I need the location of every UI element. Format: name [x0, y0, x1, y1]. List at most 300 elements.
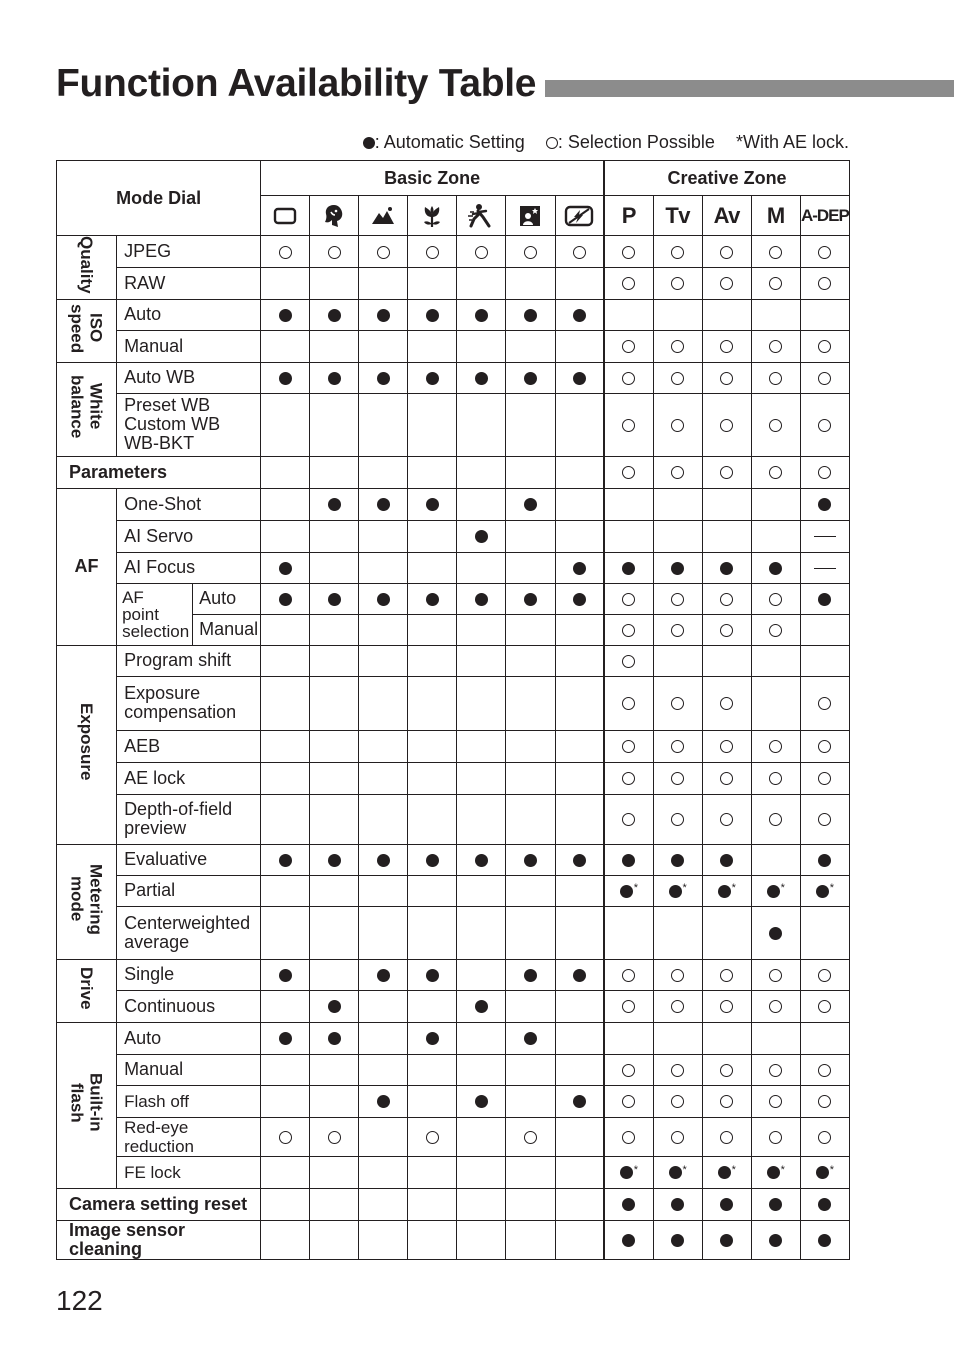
table-cell — [359, 583, 408, 614]
table-cell — [506, 267, 555, 299]
table-cell — [261, 844, 310, 875]
table-cell — [555, 959, 604, 990]
table-cell — [751, 1085, 800, 1117]
table-cell — [506, 362, 555, 393]
table-cell — [702, 844, 751, 875]
table-cell — [653, 393, 702, 456]
table-cell — [604, 520, 653, 552]
empty-circle-icon — [818, 1064, 831, 1077]
row-label: One-Shot — [117, 488, 261, 520]
table-row — [57, 1022, 850, 1054]
table-cell — [604, 1117, 653, 1156]
table-cell — [457, 1220, 506, 1259]
empty-circle-icon — [622, 624, 635, 637]
table-cell — [408, 267, 457, 299]
table-cell — [408, 762, 457, 794]
group-label — [57, 299, 117, 362]
empty-circle-icon — [279, 1131, 292, 1144]
row-label: Exposure compensation — [117, 676, 261, 730]
table-cell — [310, 267, 359, 299]
filled-circle-icon — [377, 372, 390, 385]
table-row — [57, 267, 850, 299]
table-cell — [408, 393, 457, 456]
ae-lock-asterisk: * — [731, 882, 736, 895]
table-cell — [408, 959, 457, 990]
table-cell — [457, 959, 506, 990]
table-cell — [408, 1054, 457, 1085]
table-cell — [261, 583, 310, 614]
table-row — [57, 552, 850, 583]
table-cell — [751, 906, 800, 959]
table-cell — [261, 906, 310, 959]
mode-av-label: Av — [713, 202, 740, 228]
row-label: Centerweighted average — [117, 906, 261, 959]
empty-circle-icon — [377, 246, 390, 259]
table-cell — [457, 794, 506, 844]
table-cell — [506, 393, 555, 456]
table-cell — [555, 488, 604, 520]
filled-circle-icon — [622, 562, 635, 575]
table-cell — [261, 794, 310, 844]
table-cell — [457, 1022, 506, 1054]
table-cell — [261, 1022, 310, 1054]
table-cell — [457, 583, 506, 614]
filled-circle-icon — [524, 309, 537, 322]
table-cell — [653, 844, 702, 875]
table-cell — [653, 794, 702, 844]
row-label: Evaluative — [117, 844, 261, 875]
row-label: Parameters — [57, 456, 261, 488]
filled-circle-icon — [769, 1198, 782, 1211]
empty-circle-icon — [818, 1000, 831, 1013]
table-cell — [751, 1220, 800, 1259]
table-cell — [506, 730, 555, 762]
table-row — [57, 1085, 850, 1117]
table-cell — [653, 1220, 702, 1259]
filled-circle-icon — [524, 498, 537, 511]
table-cell — [702, 488, 751, 520]
table-cell — [800, 730, 849, 762]
filled-circle-icon — [426, 1032, 439, 1045]
table-cell — [702, 990, 751, 1022]
table-cell — [359, 906, 408, 959]
table-cell — [310, 330, 359, 362]
mode-a-dep — [800, 196, 849, 236]
table-cell — [800, 552, 849, 583]
table-cell — [555, 1156, 604, 1188]
table-cell — [555, 1022, 604, 1054]
table-cell — [751, 1188, 800, 1220]
empty-circle-icon — [524, 1131, 537, 1144]
filled-circle-icon — [818, 593, 831, 606]
table-cell — [506, 520, 555, 552]
table-cell — [604, 990, 653, 1022]
table-cell — [310, 676, 359, 730]
empty-circle-icon — [671, 624, 684, 637]
table-cell — [555, 520, 604, 552]
table-cell — [800, 488, 849, 520]
table-cell — [702, 583, 751, 614]
table-cell — [800, 990, 849, 1022]
table-cell — [261, 1117, 310, 1156]
table-cell — [800, 583, 849, 614]
table-cell — [359, 488, 408, 520]
table-cell — [310, 875, 359, 906]
table-cell — [359, 1156, 408, 1188]
table-cell — [457, 267, 506, 299]
filled-circle-icon — [622, 854, 635, 867]
table-cell — [800, 762, 849, 794]
filled-circle-icon — [363, 137, 375, 149]
row-label: Continuous — [117, 990, 261, 1022]
empty-circle-icon — [720, 1131, 733, 1144]
table-cell — [751, 614, 800, 645]
empty-circle-icon — [720, 772, 733, 785]
empty-circle-icon — [818, 740, 831, 753]
filled-circle-icon — [524, 1032, 537, 1045]
legend — [363, 132, 849, 153]
page-number: 122 — [56, 1285, 103, 1316]
table-cell — [702, 1022, 751, 1054]
table-cell — [751, 236, 800, 268]
empty-circle-icon — [720, 1000, 733, 1013]
table-cell — [751, 730, 800, 762]
filled-circle-icon — [720, 1198, 733, 1211]
function-availability-table — [56, 160, 850, 1260]
table-cell — [702, 1220, 751, 1259]
table-cell — [408, 1156, 457, 1188]
table-cell — [310, 730, 359, 762]
table-cell — [800, 393, 849, 456]
table-cell — [604, 393, 653, 456]
full-auto-icon — [273, 206, 297, 226]
table-cell — [506, 330, 555, 362]
table-cell — [359, 1022, 408, 1054]
table-cell — [359, 552, 408, 583]
table-cell — [261, 1054, 310, 1085]
table-cell — [702, 1054, 751, 1085]
table-cell — [506, 1085, 555, 1117]
table-cell — [310, 762, 359, 794]
empty-circle-icon — [426, 246, 439, 259]
filled-circle-icon — [524, 372, 537, 385]
table-cell — [555, 1220, 604, 1259]
empty-circle-icon — [671, 772, 684, 785]
table-cell — [457, 236, 506, 268]
row-label: Auto — [193, 583, 261, 614]
table-cell — [506, 1022, 555, 1054]
empty-circle-icon — [622, 593, 635, 606]
empty-circle-icon — [671, 419, 684, 432]
table-cell — [604, 676, 653, 730]
table-cell — [555, 794, 604, 844]
empty-circle-icon — [769, 1131, 782, 1144]
table-cell — [457, 990, 506, 1022]
filled-circle-icon — [475, 593, 488, 606]
table-cell — [408, 1117, 457, 1156]
table-cell — [653, 583, 702, 614]
filled-circle-icon — [377, 1095, 390, 1108]
table-row — [57, 456, 850, 488]
table-cell — [653, 330, 702, 362]
table-cell — [800, 330, 849, 362]
table-cell — [653, 1188, 702, 1220]
table-cell — [751, 762, 800, 794]
table-cell — [653, 362, 702, 393]
table-cell — [800, 1117, 849, 1156]
table-cell — [261, 990, 310, 1022]
filled-circle-icon — [426, 309, 439, 322]
table-cell — [506, 844, 555, 875]
table-row — [57, 990, 850, 1022]
table-cell — [751, 1117, 800, 1156]
table-cell — [310, 1188, 359, 1220]
empty-circle-icon — [622, 740, 635, 753]
empty-circle-icon — [720, 1095, 733, 1108]
empty-circle-icon — [622, 813, 635, 826]
empty-circle-icon — [622, 1131, 635, 1144]
not-applicable-dash — [814, 568, 836, 569]
table-cell — [408, 236, 457, 268]
filled-circle-icon — [279, 854, 292, 867]
table-row — [57, 362, 850, 393]
ae-lock-asterisk: * — [829, 1163, 835, 1176]
table-cell — [653, 1022, 702, 1054]
empty-circle-icon — [769, 593, 782, 606]
table-cell — [604, 1022, 653, 1054]
filled-circle-icon — [377, 498, 390, 511]
empty-circle-icon — [818, 813, 831, 826]
mode-tv — [653, 196, 702, 236]
table-cell — [800, 614, 849, 645]
table-cell — [359, 730, 408, 762]
table-cell — [457, 456, 506, 488]
table-cell — [261, 1085, 310, 1117]
group-label-text: White balance — [67, 374, 106, 439]
table-cell — [408, 1220, 457, 1259]
filled-circle-icon — [279, 309, 292, 322]
filled-circle-icon — [573, 372, 586, 385]
table-row — [57, 645, 850, 676]
empty-circle-icon — [622, 277, 635, 290]
table-cell — [800, 1220, 849, 1259]
empty-circle-icon — [622, 246, 635, 259]
group-label-text: Quality — [77, 236, 97, 294]
empty-circle-icon — [818, 340, 831, 353]
empty-circle-icon — [671, 466, 684, 479]
table-cell — [408, 1085, 457, 1117]
filled-circle-icon — [720, 854, 733, 867]
zone-header-row — [57, 161, 850, 196]
ae-lock-asterisk: * — [682, 1163, 687, 1176]
table-cell — [310, 362, 359, 393]
table-cell — [751, 990, 800, 1022]
table-cell — [800, 299, 849, 330]
empty-circle-icon — [720, 697, 733, 710]
ae-lock-asterisk: * — [829, 882, 835, 895]
empty-circle-icon — [720, 624, 733, 637]
table-cell — [310, 393, 359, 456]
filled-circle-icon — [767, 1166, 780, 1179]
table-cell — [261, 676, 310, 730]
table-cell — [310, 299, 359, 330]
table-cell — [506, 552, 555, 583]
table-cell — [653, 552, 702, 583]
sports-icon — [467, 202, 495, 230]
row-label: AE lock — [117, 762, 261, 794]
table-cell — [506, 959, 555, 990]
table-cell — [359, 1054, 408, 1085]
table-cell — [800, 1085, 849, 1117]
table-cell — [506, 676, 555, 730]
empty-circle-icon — [622, 772, 635, 785]
empty-circle-icon — [720, 1064, 733, 1077]
table-cell — [751, 299, 800, 330]
empty-circle-icon — [720, 969, 733, 982]
empty-circle-icon — [769, 419, 782, 432]
table-cell — [457, 488, 506, 520]
table-cell — [506, 906, 555, 959]
table-cell — [359, 267, 408, 299]
table-cell — [702, 330, 751, 362]
table-cell — [653, 762, 702, 794]
empty-circle-icon — [671, 969, 684, 982]
empty-circle-icon — [769, 1095, 782, 1108]
row-label: Manual — [117, 330, 261, 362]
empty-circle-icon — [622, 419, 635, 432]
table-cell — [555, 844, 604, 875]
group-label — [57, 959, 117, 1022]
table-cell — [261, 645, 310, 676]
mode-p — [604, 196, 653, 236]
table-cell — [310, 906, 359, 959]
filled-circle-icon — [622, 1234, 635, 1247]
table-cell — [310, 614, 359, 645]
empty-circle-icon — [818, 1095, 831, 1108]
empty-circle-icon — [769, 277, 782, 290]
table-cell — [702, 906, 751, 959]
empty-circle-icon — [622, 466, 635, 479]
table-cell — [604, 959, 653, 990]
table-cell — [408, 990, 457, 1022]
table-cell — [555, 906, 604, 959]
empty-circle-icon — [769, 1000, 782, 1013]
table-cell — [408, 552, 457, 583]
table-cell — [408, 676, 457, 730]
empty-circle-icon — [671, 1064, 684, 1077]
table-cell — [261, 236, 310, 268]
table-cell — [506, 488, 555, 520]
filled-circle-icon — [720, 1234, 733, 1247]
table-cell — [702, 236, 751, 268]
empty-circle-icon — [769, 1064, 782, 1077]
table-cell — [359, 330, 408, 362]
table-cell — [359, 844, 408, 875]
table-cell — [604, 267, 653, 299]
filled-circle-icon — [475, 309, 488, 322]
row-label: Manual — [117, 1054, 261, 1085]
table-cell — [653, 299, 702, 330]
empty-circle-icon — [671, 740, 684, 753]
table-cell — [653, 1117, 702, 1156]
table-cell — [800, 456, 849, 488]
table-cell — [653, 456, 702, 488]
filled-circle-icon — [573, 854, 586, 867]
filled-circle-icon — [377, 854, 390, 867]
empty-circle-icon — [818, 277, 831, 290]
filled-circle-icon — [328, 309, 341, 322]
empty-circle-icon — [818, 466, 831, 479]
table-cell — [702, 645, 751, 676]
table-cell — [555, 1085, 604, 1117]
table-cell — [751, 875, 800, 906]
table-cell — [408, 875, 457, 906]
filled-circle-icon — [573, 969, 586, 982]
table-cell — [751, 844, 800, 875]
table-cell — [604, 906, 653, 959]
table-cell — [800, 362, 849, 393]
table-cell — [702, 552, 751, 583]
row-label: Partial — [117, 875, 261, 906]
empty-circle-icon — [818, 772, 831, 785]
table-cell — [261, 959, 310, 990]
filled-circle-icon — [816, 1166, 829, 1179]
filled-circle-icon — [671, 1234, 684, 1247]
legend-ae-lock-note: *With AE lock. — [735, 132, 849, 152]
table-cell — [408, 645, 457, 676]
row-label: Red-eye reduction — [117, 1117, 261, 1156]
table-cell — [604, 488, 653, 520]
table-cell — [506, 762, 555, 794]
group-label: AF — [57, 488, 117, 645]
table-cell — [751, 1054, 800, 1085]
table-cell — [359, 393, 408, 456]
flash-off-icon — [564, 204, 594, 228]
landscape-icon — [370, 205, 396, 227]
table-cell — [261, 1188, 310, 1220]
table-cell — [555, 552, 604, 583]
group-label — [57, 236, 117, 300]
empty-circle-icon — [573, 246, 586, 259]
row-label: AI Focus — [117, 552, 261, 583]
table-row — [57, 1156, 850, 1188]
empty-circle-icon — [622, 340, 635, 353]
filled-circle-icon — [524, 969, 537, 982]
table-cell — [555, 875, 604, 906]
table-row — [57, 1117, 850, 1156]
empty-circle-icon — [328, 1131, 341, 1144]
filled-circle-icon — [279, 969, 292, 982]
table-cell — [359, 875, 408, 906]
group-label-text: Drive — [77, 966, 97, 1010]
table-cell — [555, 330, 604, 362]
row-label: Image sensor cleaning — [57, 1220, 261, 1259]
table-cell — [261, 362, 310, 393]
table-cell — [800, 1188, 849, 1220]
row-label: AEB — [117, 730, 261, 762]
filled-circle-icon — [573, 562, 586, 575]
table-cell — [751, 520, 800, 552]
mode-portrait — [310, 196, 359, 236]
table-cell — [506, 236, 555, 268]
empty-circle-icon — [769, 624, 782, 637]
row-label: Auto WB — [117, 362, 261, 393]
mode-landscape — [359, 196, 408, 236]
row-label: Auto — [117, 1022, 261, 1054]
table-cell — [457, 520, 506, 552]
table-cell — [310, 1117, 359, 1156]
table-cell — [408, 906, 457, 959]
